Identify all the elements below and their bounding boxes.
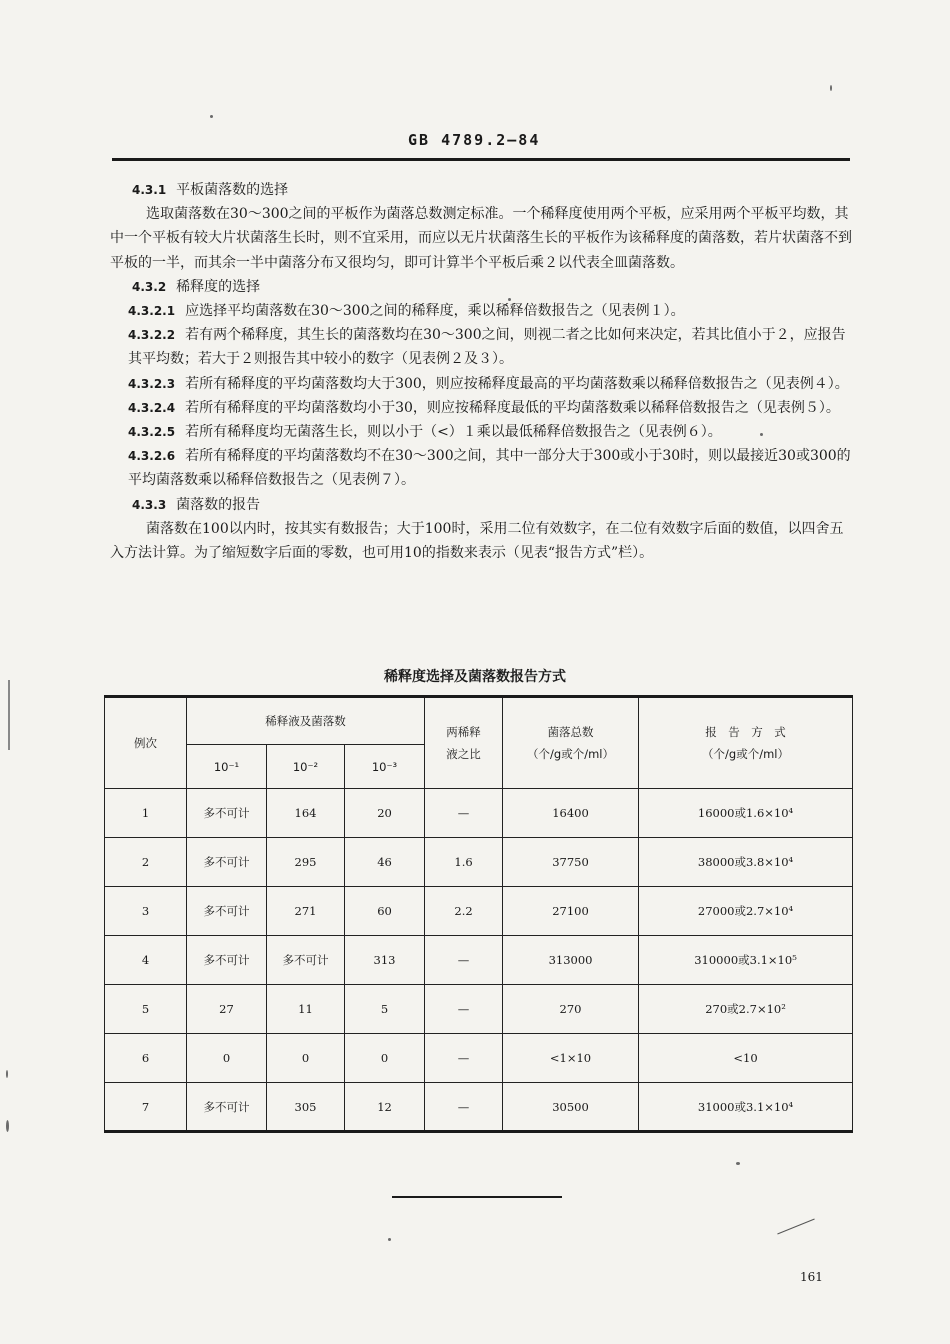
scan-speck <box>8 680 10 750</box>
table-row: 6 0 0 0 — <1×10 <10 <box>105 1034 853 1083</box>
body-text <box>110 178 852 565</box>
document-header: GB 4789.2—84 <box>408 131 541 149</box>
report-table <box>104 695 853 1133</box>
section-heading: 4.3.1 平板菌落数的选择 <box>132 182 289 198</box>
col-header-report: 报 告 方 式 （个/g或个/ml） <box>639 697 853 789</box>
col-header-total: 菌落总数 （个/g或个/ml） <box>503 697 639 789</box>
table-row: 1 多不可计 164 20 — 16400 16000或1.6×10⁴ <box>105 789 853 838</box>
scan-speck <box>830 85 832 91</box>
col-header-dilution: 稀释液及菌落数 <box>187 697 425 745</box>
col-header-d3: 10⁻³ <box>345 745 425 789</box>
paragraph: 菌落数在100以内时，按其实有数报告；大于100时，采用二位有效数字，在二位有效数字后面的数值，以四舍五入方法计算。为了缩短数字后面的零数，也可用10的指数来表示（见表“报告方式”栏）。 <box>110 520 844 562</box>
table-row: 2 多不可计 295 46 1.6 37750 38000或3.8×10⁴ <box>105 838 853 887</box>
scan-speck <box>210 115 213 118</box>
header-rule <box>112 158 850 161</box>
col-header-ratio: 两稀释液之比 <box>425 697 503 789</box>
table-row: 5 27 11 5 — 270 270或2.7×10² <box>105 985 853 1034</box>
col-header-d1: 10⁻¹ <box>187 745 267 789</box>
table-row: 7 多不可计 305 12 — 30500 31000或3.1×10⁴ <box>105 1083 853 1132</box>
subsection: 4.3.2.1 应选择平均菌落数在30～300之间的稀释度，乘以稀释倍数报告之（见表例１）。 <box>128 303 685 320</box>
scan-speck <box>6 1120 9 1132</box>
table-row: 3 多不可计 271 60 2.2 27100 27000或2.7×10⁴ <box>105 887 853 936</box>
col-header-example: 例次 <box>105 697 187 789</box>
subsection: 4.3.2.4 若所有稀释度的平均菌落数均小于30，则应按稀释度最低的平均菌落数乘以稀释倍数报告之（见表例５）。 <box>128 399 840 416</box>
table-row: 4 多不可计 多不可计 313 — 313000 310000或3.1×10⁵ <box>105 936 853 985</box>
subsection: 4.3.2.3 若所有稀释度的平均菌落数均大于300，则应按稀释度最高的平均菌落数乘以稀释倍数报告之（见表例４）。 <box>128 375 849 392</box>
subsection: 4.3.2.2 若有两个稀释度，其生长的菌落数均在30～300之间，则视二者之比如何来决定，若其比值小于２，应报告其平均数；若大于２则报告其中较小的数字（见表例２及３）。 <box>128 327 846 368</box>
subsection: 4.3.2.5 若所有稀释度均无菌落生长，则以小于（<）１乘以最低稀释倍数报告之（见表例６）。 <box>128 424 722 441</box>
table-title: 稀释度选择及菌落数报告方式 <box>384 669 566 685</box>
subsection: 4.3.2.6 若所有稀释度的平均菌落数均不在30～300之间，其中一部分大于300或小于30时，则以最接近30或300的平均菌落数乘以稀释倍数报告之（见表例７）。 <box>128 448 851 489</box>
pen-stroke <box>777 1219 814 1235</box>
scan-speck <box>388 1238 391 1241</box>
scan-speck <box>736 1162 740 1165</box>
section-heading: 4.3.3 菌落数的报告 <box>132 496 261 513</box>
scan-speck <box>6 1070 8 1078</box>
section-heading: 4.3.2 稀释度的选择 <box>132 278 261 295</box>
col-header-d2: 10⁻² <box>267 745 345 789</box>
page-number: 161 <box>800 1270 823 1284</box>
paragraph: 选取菌落数在30～300之间的平板作为菌落总数测定标准。一个稀释度使用两个平板，应采用两个平板平均数，其中一个平板有较大片状菌落生长时，则不宜采用，而应以无片状菌落生长的平板作为该稀释度的菌落数，若片状菌落不到平板的一半，而其余一半中菌落分布又很均匀，即可计算半个平板后乘２以代表全皿菌落数。 <box>110 206 852 271</box>
end-rule <box>392 1196 562 1198</box>
